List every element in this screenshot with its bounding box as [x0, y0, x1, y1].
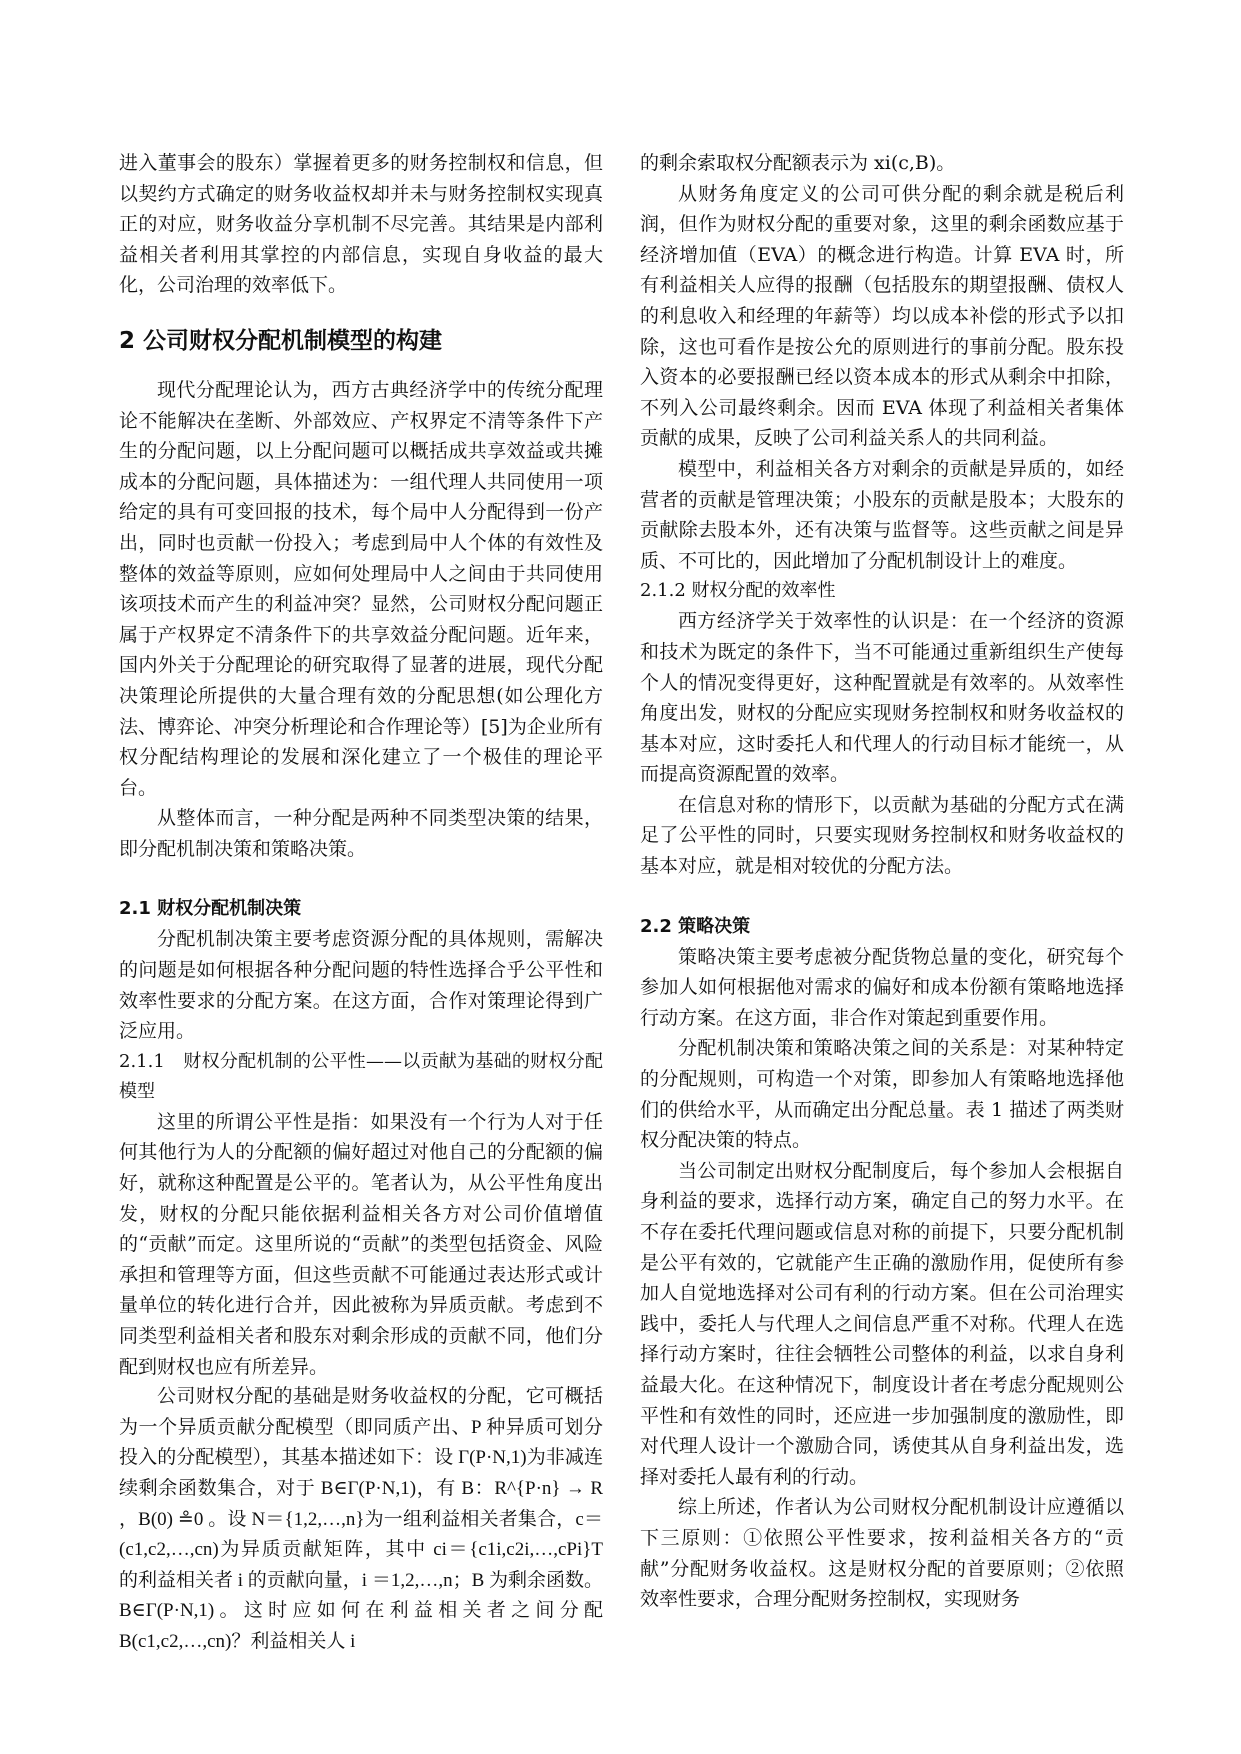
paragraph-principles: 综上所述，作者认为公司财权分配机制设计应遵循以下三原则：①依照公平性要求，按利益相关各方的“贡献”分配财务收益权。这是财权分配的首要原则；②依照效率性要求，合理分配财务控制权，实现财务 — [640, 1496, 1124, 1611]
paragraph-symmetric-info: 在信息对称的情形下，以贡献为基础的分配方式在满足了公平性的同时，只要实现财务控制权和财务收益权的基本对应，就是相对较优的分配方法。 — [640, 793, 1124, 878]
section-heading-2-1-1: 2.1.1 财权分配机制的公平性——以贡献为基础的财权分配模型 — [119, 1050, 603, 1102]
paragraph-relationship: 分配机制决策和策略决策之间的关系是：对某种特定的分配规则，可构造一个对策，即参加人有策略地选择他们的供给水平，从而确定出分配总量。表 1 描述了两类财权分配决策的特点。 — [640, 1037, 1124, 1152]
intro-paragraph: 进入董事会的股东）掌握着更多的财务控制权和信息，但以契约方式确定的财务收益权却并未与财务控制权实现真正的对应，财务收益分享机制不尽完善。其结果是内部利益相关者利用其掌控的内部信息，实现自身收益的最大化，公司治理的效率低下。 — [119, 152, 603, 297]
section-heading-2: 2 公司财权分配机制模型的构建 — [119, 327, 443, 354]
left-column — [119, 148, 603, 1658]
paragraph-model: 公司财权分配的基础是财务收益权的分配，它可概括为一个异质贡献分配模型（即同质产出、P 种异质可划分投入的分配模型），其基本描述如下：设 Γ(P·N,1)为非减连续剩余函数集合，对于 B∈Γ(P·N,1)，有 B：R^{P·n} → R ，B(0) ≗0 。设 N＝{1,2,…,n}为一组利益相关者集合，c＝(c1,c2,…,cn)为异质贡献矩阵，其中 ci＝{c1i,c2i,…,cPi}T 的利益相关者 i 的贡献向量，i ＝1,2,…,n；B 为剩余函数。B∈Γ(P·N,1)。这时应如何在利益相关者之间分配 B(c1,c2,…,cn)？利益相关人 i — [119, 1386, 603, 1652]
paragraph-strategy: 策略决策主要考虑被分配货物总量的变化，研究每个参加人如何根据他对需求的偏好和成本份额有策略地选择行动方案。在这方面，非合作对策起到重要作用。 — [640, 945, 1124, 1029]
section-heading-2-2: 2.2 策略决策 — [640, 915, 751, 937]
paragraph-heterogeneous: 模型中，利益相关各方对剩余的贡献是异质的，如经营者的贡献是管理决策；小股东的贡献是股本；大股东的贡献除去股本外，还有决策与监督等。这些贡献之间是异质、不可比的，因此增加了分配机制设计上的难度。 — [640, 457, 1124, 572]
paragraph-efficiency: 西方经济学关于效率性的认识是：在一个经济的资源和技术为既定的条件下，当不可能通过重新组织生产使每个人的情况变得更好，这种配置就是有效率的。从效率性角度出发，财权的分配应实现财务控制权和财务收益权的基本对应，这时委托人和代理人的行动目标才能统一，从而提高资源配置的效率。 — [640, 610, 1124, 786]
paragraph-incentive: 当公司制定出财权分配制度后，每个参加人会根据自身利益的要求，选择行动方案，确定自己的努力水平。在不存在委托代理问题或信息对称的前提下，只要分配机制是公平有效的，它就能产生正确的激励作用，促使所有参加人自觉地选择对公司有利的行动方案。但在公司治理实践中，委托人与代理人之间信息严重不对称。代理人在选择行动方案时，往往会牺牲公司整体的利益，以求自身利益最大化。在这种情况下，制度设计者在考虑分配规则公平性和有效性的同时，还应进一步加强制度的激励性，即对代理人设计一个激励合同，诱使其从自身利益出发，选择对委托人最有利的行动。 — [640, 1159, 1124, 1488]
paragraph-modern-theory: 现代分配理论认为，西方古典经济学中的传统分配理论不能解决在垄断、外部效应、产权界定不清等条件下产生的分配问题，以上分配问题可以概括成共享效益或共摊成本的分配问题，具体描述为：一组代理人共同使用一项给定的具有可变回报的技术，每个局中人分配得到一份产出，同时也贡献一份投入；考虑到局中人个体的有效性及整体的效益等原则，应如何处理局中人之间由于共同使用该项技术而产生的利益冲突？显然，公司财权分配问题正属于产权界定不清条件下的共享效益分配问题。近年来，国内外关于分配理论的研究取得了显著的进展，现代分配决策理论所提供的大量合理有效的分配思想(如公理化方法、博弈论、冲突分析理论和合作理论等）[5]为企业所有权分配结构理论的发展和深化建立了一个极佳的理论平台。 — [119, 378, 603, 799]
section-heading-2-1-2: 2.1.2 财权分配的效率性 — [640, 580, 836, 602]
continued-paragraph: 的剩余索取权分配额表示为 xi(c,B)。 — [640, 152, 956, 174]
paragraph-overall: 从整体而言，一种分配是两种不同类型决策的结果，即分配机制决策和策略决策。 — [119, 807, 603, 860]
section-heading-2-1: 2.1 财权分配机制决策 — [119, 898, 302, 920]
right-column — [640, 148, 1124, 1615]
paragraph-eva: 从财务角度定义的公司可供分配的剩余就是税后利润，但作为财权分配的重要对象，这里的剩余函数应基于经济增加值（EVA）的概念进行构造。计算 EVA 时，所有利益相关人应得的报酬（包括股东的期望报酬、债权人的利息收入和经理的年薪等）均以成本补偿的形式予以扣除，这也可看作是按公允的原则进行的事前分配。股东投入资本的必要报酬已经以资本成本的形式从剩余中扣除，不列入公司最终剩余。因而 EVA 体现了利益相关者集体贡献的成果，反映了公司利益关系人的共同利益。 — [640, 182, 1124, 450]
paragraph-fairness: 这里的所谓公平性是指：如果没有一个行为人对于任何其他行为人的分配额的偏好超过对他自己的分配额的偏好，就称这种配置是公平的。笔者认为，从公平性角度出发，财权的分配只能依据利益相关各方对公司价值增值的“贡献”而定。这里所说的“贡献”的类型包括资金、风险承担和管理等方面，但这些贡献不可能通过表达形式或计量单位的转化进行合并，因此被称为异质贡献。考虑到不同类型利益相关者和股东对剩余形成的贡献不同，他们分配到财权也应有所差异。 — [119, 1110, 603, 1378]
paragraph-mechanism-decision: 分配机制决策主要考虑资源分配的具体规则，需解决的问题是如何根据各种分配问题的特性选择合乎公平性和效率性要求的分配方案。在这方面，合作对策理论得到广泛应用。 — [119, 928, 603, 1043]
